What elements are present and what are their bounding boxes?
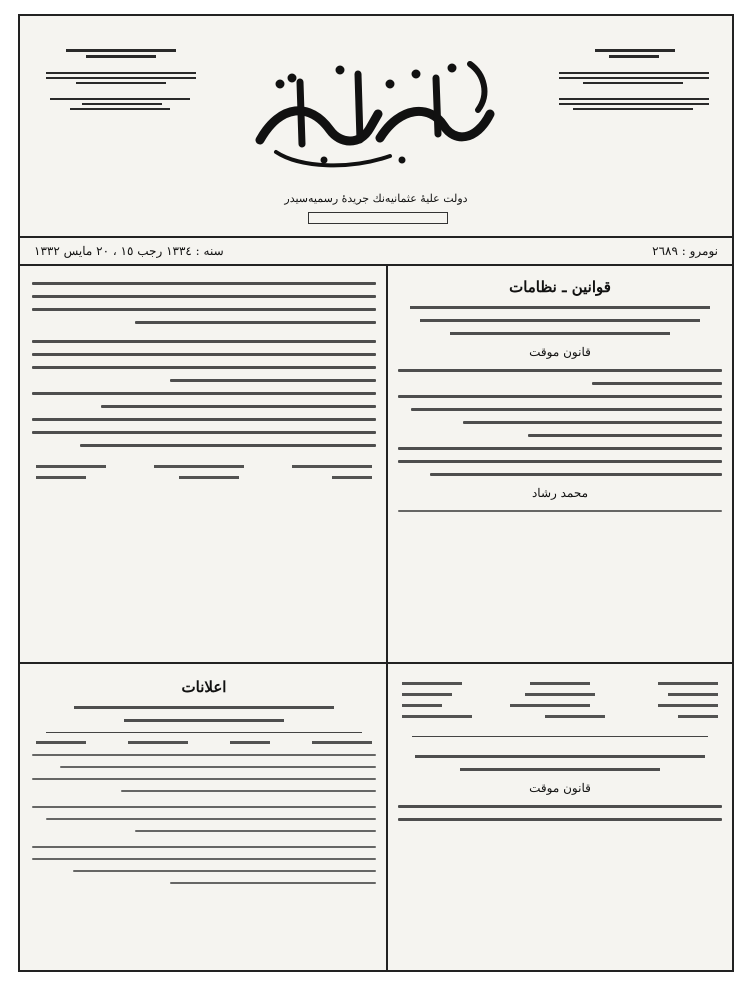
announcements-column	[26, 668, 382, 968]
masthead-bracket-note	[308, 212, 448, 224]
announcement-table-header	[36, 741, 372, 744]
ministers-row-2	[402, 693, 718, 696]
laws-column	[392, 268, 728, 660]
masthead-right-info	[551, 46, 716, 113]
newspaper-page	[18, 14, 734, 972]
column-divider	[386, 266, 388, 972]
ministers-row-3	[402, 704, 718, 707]
announcements-heading: اعلانات	[181, 678, 227, 696]
ministers-row-4	[402, 715, 718, 718]
second-law-subheading: قانون موقت	[529, 781, 591, 795]
newspaper-subtitle: دولت عليهٔ عثمانيه‌نك جريدهٔ رسميه‌سيدر	[284, 192, 468, 205]
middle-rule	[20, 662, 732, 664]
law-subheading: قانون موقت	[529, 345, 591, 359]
second-law-column	[392, 668, 728, 968]
ministers-row	[402, 682, 718, 685]
masthead-left-info	[38, 46, 203, 113]
laws-heading: قوانين ـ نظامات	[509, 278, 611, 296]
dateline	[20, 238, 732, 264]
masthead	[20, 16, 732, 234]
dateline-rule	[20, 264, 732, 266]
newspaper-title-logo	[240, 44, 512, 194]
second-law-body-text	[392, 805, 728, 821]
signatories-row-2	[36, 476, 372, 479]
law-body-text	[392, 369, 728, 476]
announcement-body-text	[26, 754, 382, 884]
decree-column	[26, 268, 382, 660]
signature-main: محمد رشاد	[531, 486, 589, 500]
newspaper-title	[246, 170, 508, 171]
signatories-row	[36, 465, 372, 468]
issue-date: سنه : ١٣٣٤ رجب ١٥ ، ٢٠ مايس ١٣٣٢	[34, 244, 224, 258]
issue-number: نومرو : ٢٦٨٩	[652, 244, 718, 258]
decree-body-text	[26, 282, 382, 447]
